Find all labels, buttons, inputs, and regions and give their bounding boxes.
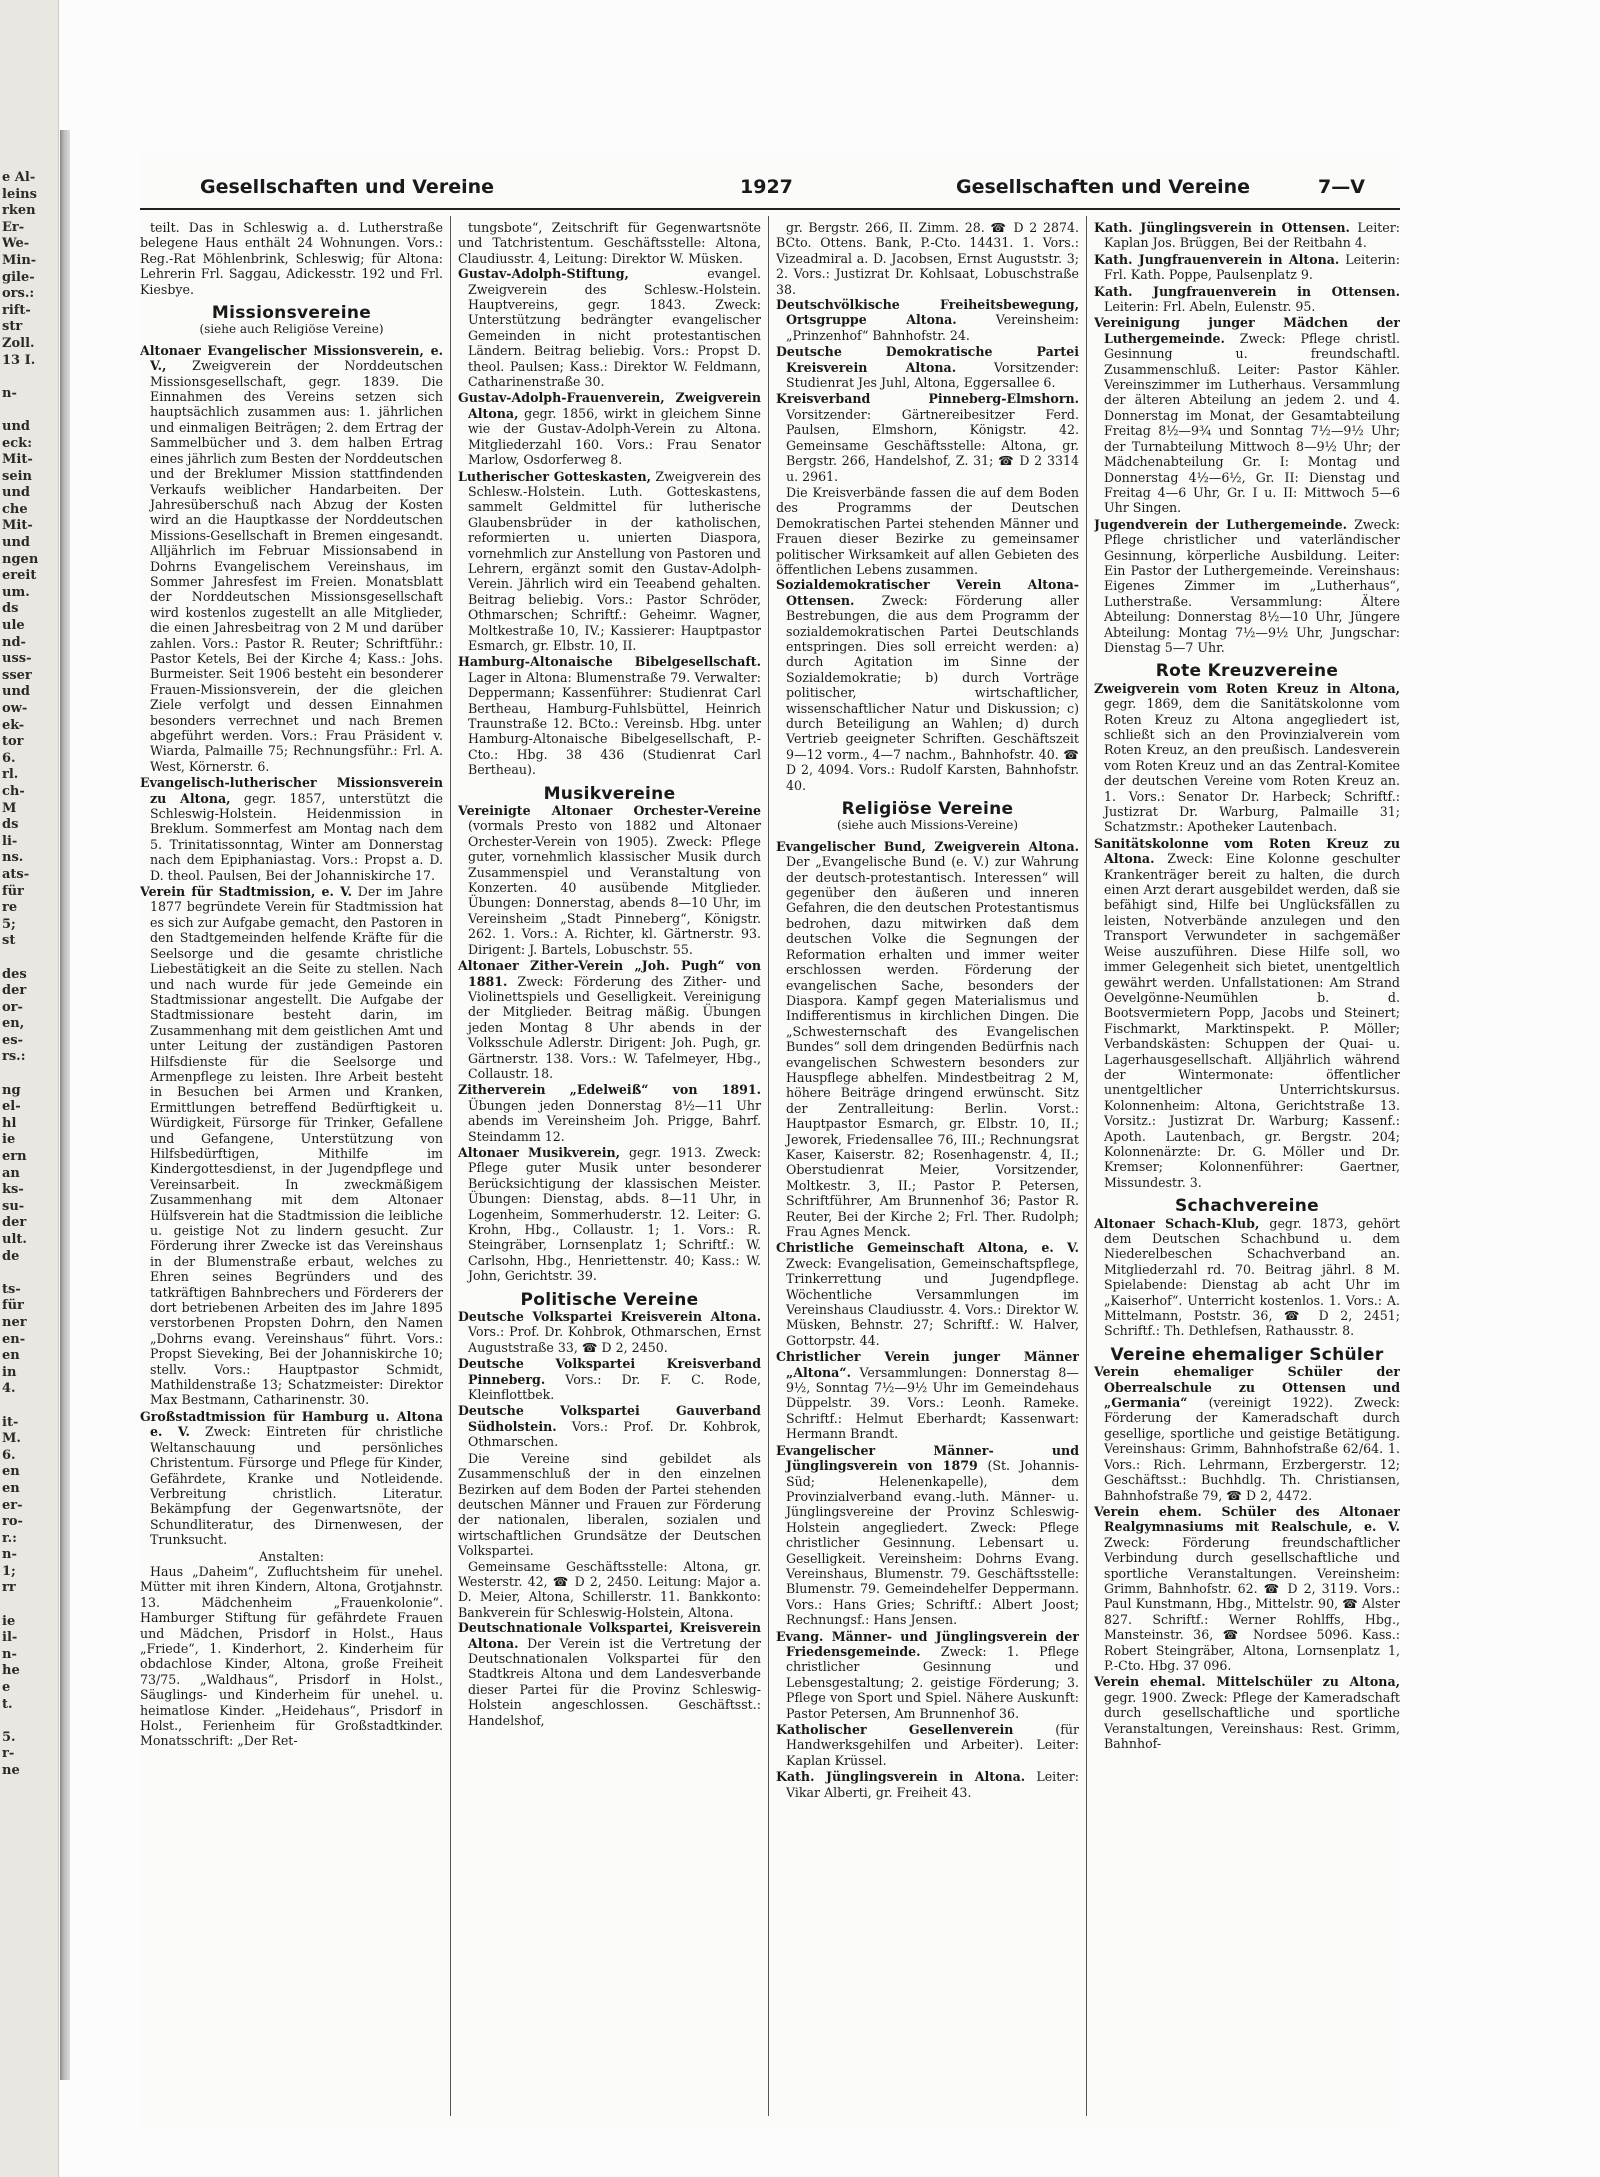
entry-name: Vereinigte Altonaer Orchester-Vereine bbox=[458, 803, 761, 819]
book-gutter bbox=[60, 130, 70, 2080]
entry bbox=[458, 1356, 761, 1402]
entry bbox=[776, 1240, 1079, 1348]
entry bbox=[1094, 315, 1400, 515]
entry bbox=[458, 1309, 761, 1355]
paragraph: Haus „Daheim“, Zufluchtsheim für unehel. Mütter mit ihren Kindern, Altona, Grotjahnstr. 13. Mädchenheim „Frauenkolonie“. Hamburger Stiftung für gefährdete Frauen und Mädchen, Prisdorf in Holst., Haus „Friede“, 1. Kinderhort, 2. Kinderheim für obdachlose Kinder, Altona, große Freiheit 73/75. „Waldhaus“, Prisdorf in Holst., Säuglings- und Kinderheim für unehel. u. heimatlose Kinder. „Heidehaus“, Prisdorf in Holst., Ferienheim für Großstadtkinder. Monatsschrift: „Der Ret- bbox=[140, 1563, 443, 1749]
entry-name: Sanitätskolonne vom Roten Kreuz zu Altona. bbox=[1094, 835, 1400, 867]
entry-text: Vereinsheim: „Prinzenhof“ Bahnhofstr. 24. bbox=[786, 312, 1079, 343]
entry-name: Verein ehemaliger Schüler der Oberrealschule zu Ottensen und „Germania“ bbox=[1094, 1364, 1400, 1411]
entry bbox=[458, 1620, 761, 1728]
entry bbox=[458, 469, 761, 654]
section-heading: Missionsvereine bbox=[211, 303, 372, 324]
adjacent-page-strip bbox=[0, 0, 59, 2177]
entry-text: Vors.: Dr. F. C. Rode, Kleinflottbek. bbox=[468, 1371, 761, 1403]
entry-text: Zweigverein des Schlesw.-Holstein. Luth. Gotteskastens, sammelt Geldmittel für lutherische Glaubensbrüder in der katholischen, reformierten u. unierten Diaspora, vornehmlich zur Anstellung von Pastoren und Lehrern, ergänzt somit den Gustav-Adolph-Verein. Jährlich wird ein Teeabend gehalten. Beitrag beliebig. Vors.: Pastor Schröder, Othmarschen; Schriftf.: Geheimr. Wagner, Moltkestraße 10, IV.; Kassierer: Hauptpastor Esmarch, gr. Elbstr. 10, II. bbox=[468, 468, 761, 653]
entry-name: Deutsche Demokratische Partei Kreisverein Altona. bbox=[776, 344, 1079, 375]
entry-name: Altonaer Zither-Verein „Joh. Pugh“ von 1881. bbox=[458, 958, 761, 989]
section-heading: Schachvereine bbox=[1175, 1196, 1319, 1217]
entry-name: Vereinigung junger Mädchen der Luthergemeinde. bbox=[1094, 315, 1400, 346]
entry-text: gegr. 1913. Zweck: Pflege guter Musik unter besonderer Berücksichtigung der klassischen Meister. Übungen: Dienstag, abds. 8—11 Uhr, in Logenheim, Sommerhuderstr. 12. Leiter: G. Krohn, Hbg., Collaustr. 1; 1. Vors.: R. Steingräber, Lornsenplatz 1; Schriftf.: W. Carlsohn, Hbg., Henriettenstr. 40; Kass.: W. John, Gerichtstr. 39. bbox=[468, 1144, 761, 1284]
entry bbox=[1094, 284, 1400, 315]
page-number: 7—V bbox=[1318, 176, 1365, 198]
entry-text: Vorsitzender: Gärtnereibesitzer Ferd. Paulsen, Elmshorn, Königstr. 42. Gemeinsame Geschäftsstelle: Altona, gr. Bergstr. 266, Handelshof, Z. 31; ☎ D 2 3314 u. 2961. bbox=[786, 406, 1079, 484]
entry-text: Leiterin: Frl. Abeln, Eulenstr. 95. bbox=[1104, 299, 1316, 315]
column-rule bbox=[450, 216, 451, 2116]
column-rule bbox=[768, 216, 769, 2116]
entry-text: Leiterin: Frl. Kath. Poppe, Paulsenplatz 9. bbox=[1104, 251, 1400, 283]
entry-text: (vereinigt 1922). Zweck: Förderung der Kameradschaft durch gesellige, sportliche und geistige Betätigung. Vereinshaus: Grimm, Bahnhofstraße 62/64. 1. Vors.: Rich. Lehrmann, Erzbergerstr. 12; Geschäftsst.: Buchhdlg. Th. Christiansen, Bahnhofstraße 79, ☎ D 2, 4472. bbox=[1104, 1395, 1400, 1503]
paragraph: Die Kreisverbände fassen die auf dem Boden des Programms der Deutschen Demokratischen Partei stehenden Männer und Frauen dieser Bezirke zu gemeinsamer politischer Wirksamkeit auf allen Gebieten des öffentlichen Lebens zusammen. bbox=[776, 484, 1079, 577]
entry-name: Hamburg-Altonaische Bibelgesellschaft. bbox=[458, 654, 761, 670]
entry-text: Der Verein ist die Vertretung der Deutschnationalen Volkspartei für den Stadtkreis Altona und dem Landesverbande dieser Partei für die Provinz Schleswig-Holstein angeschlossen. Geschäftsst.: Handelshof, bbox=[468, 1635, 761, 1728]
column-rule bbox=[1086, 216, 1087, 2116]
entry bbox=[458, 958, 761, 1081]
paragraph: teilt. Das in Schleswig a. d. Lutherstraße belegene Haus enthält 24 Wohnungen. Vors.: Reg.-Rat Möhlenbrink, Schleswig; für Altona: Lehrerin Frl. Saggau, Adickesstr. 192 und Frl. Kiesbye. bbox=[140, 220, 443, 297]
entry-text: Zweck: Eintreten für christliche Weltanschauung und persönliches Christentum. Fürsorge und Pflege für Kinder, Gefährdete, Kranke und Notleidende. Verbreitung christlich. Literatur. Bekämpfung der Gegenwartsnöte, der Schundliteratur, des Dirnenwesen, der Trunksucht. bbox=[150, 1424, 443, 1548]
running-head-year: 1927 bbox=[740, 176, 793, 198]
entry-name: Evangelischer Bund, Zweigverein Altona. bbox=[776, 838, 1079, 854]
entry-text: Zweck: Förderung des Zither- und Violinettspiels und Geselligkeit. Vereinigung der Mitglieder. Beitrag mäßig. Übungen jeden Montag 8 Uhr abends in der Volksschule Adlerstr. Dirigent: Joh. Pugh, gr. Gärtnerstr. 138. Vors.: W. Tafelmeyer, Hbg., Collaustr. 18. bbox=[468, 973, 761, 1081]
running-head-left: Gesellschaften und Vereine bbox=[200, 176, 494, 198]
entry-text: Zweck: Eine Kolonne geschulter Krankenträger bereit zu halten, die durch einen Arzt derart ausgebildet werden, daß sie befähigt sind, Hilfe bei Unglücksfällen zu leisten, Notverbände anzulegen und den Transport Verwundeter in sachgemäßer Weise auszuführen. Diese Hilfe soll, wo immer Gelegenheit sich bietet, unentgeltlich gewährt werden. Unfallstationen: Am Strand Oevelgönne-Neumühlen b. d. Bootsvermietern Popp, Jacobs und Steinert; Fischmarkt, Marktinspekt. P. Möller; Verbandskästen: Schuppen der Quai- u. Lagerhausgesellschaft. Alljährlich während der Wintermonate: öffentlicher unentgeltlicher Unterrichtskursus. Kolonnenheim: Altona, Gerichtstraße 13. Vorsitz.: Justizrat Dr. Warburg; Kassenf.: Apoth. Lautenbach, gr. Bergstr. 204; Kolonnenärzte: Dr. G. Möller und Dr. Kremser; Kolonnenführer: Gaertner, Missundestr. 3. bbox=[1104, 851, 1400, 1190]
entry-name: Großstadtmission für Hamburg u. Altona e. V. bbox=[140, 1408, 443, 1440]
entry-name: Verein für Stadtmission, e. V. bbox=[140, 884, 353, 900]
entry bbox=[458, 803, 761, 957]
entry-name: Christliche Gemeinschaft Altona, e. V. bbox=[776, 1240, 1079, 1256]
section-heading: Vereine ehemaliger Schüler bbox=[1110, 1344, 1384, 1365]
section-subheading: (siehe auch Missions-Vereine) bbox=[837, 818, 1018, 833]
entry bbox=[458, 654, 761, 777]
entry-text: (vormals Presto von 1882 und Altonaer Orchester-Verein von 1905). Zweck: Pflege guter, vornehmlich klassischer Musik durch Zusammenspiel und Veranstaltung von Konzerten. 40 ausübende Mitglieder. Übungen: Donnerstag, abends 8—10 Uhr, im Vereinsheim „Stadt Pinneberg“, Königstr. 262. 1. Vors.: A. Richter, kl. Gärtnerstr. 93. Dirigent: J. Bartels, Lobuschstr. 55. bbox=[468, 818, 761, 957]
entry bbox=[1094, 1216, 1400, 1339]
entry-text: Vors.: Prof. Dr. Kohbrok, Othmarschen, Ernst Auguststraße 33, ☎ D 2, 2450. bbox=[468, 1324, 761, 1355]
adjacent-page-text: e Al- leins rken Er- We- Min- gile- ors.: rift- str Zoll. 13 I. n- und eck: Mit- sein und che Mit- und ngen ereit um. ds ule nd- uss- sser und ow- ek- tor 6. rl. ch- M ds li- ns. ats- für re 5; st des der or- en, es- rs.: ng el- hl ie ern an ks- su- der ult. de ts- für ner en- en in 4. it- M. 6. en en er- ro- r.: n- 1; rr ie il- n- he e t. 5. r- ne bbox=[2, 170, 39, 1778]
entry bbox=[776, 297, 1079, 343]
entry bbox=[776, 1349, 1079, 1441]
entry-text: Übungen jeden Donnerstag 8½—11 Uhr abends im Vereinsheim Joh. Prigge, Bahrf. Steindamm 12. bbox=[468, 1097, 761, 1144]
entry bbox=[458, 1082, 761, 1144]
entry-text: Versammlungen: Donnerstag 8—9½, Sonntag 7½—9½ Uhr im Gemeindehaus Düppelstr. 39. Vors.: Leonh. Rameke. Schriftf.: Helmut Eberhardt; Kassenwart: Hermann Brandt. bbox=[786, 1364, 1079, 1442]
entry-name: Deutschnationale Volkspartei, Kreisverein Altona. bbox=[458, 1620, 761, 1651]
entry-name: Gustav-Adolph-Stiftung, bbox=[458, 266, 629, 282]
entry-text: Zweck: Evangelisation, Gemeinschaftspflege, Trinkerrettung und Jugendpflege. Wöchentliche Versammlungen im Vereinshaus Claudiusstr. 4. Vors.: Direktor W. Müsken, Behnstr. 27; Schriftf.: W. Halver, Gottorpstr. 44. bbox=[786, 1255, 1079, 1348]
entry-name: Kath. Jungfrauenverein in Altona. bbox=[1094, 251, 1340, 267]
column-2 bbox=[458, 220, 761, 2120]
entry-name: Jugendverein der Luthergemeinde. bbox=[1094, 516, 1348, 532]
entry bbox=[776, 344, 1079, 390]
entry bbox=[458, 266, 761, 389]
entry bbox=[776, 1722, 1079, 1768]
entry-name: Altonaer Schach-Klub, bbox=[1094, 1215, 1260, 1231]
entry bbox=[140, 884, 443, 1408]
entry bbox=[776, 839, 1079, 1240]
section-heading: Religiöse Vereine bbox=[841, 799, 1014, 820]
entry-name: Evangelisch-lutherischer Missionsverein zu Altona, bbox=[140, 775, 443, 806]
entry bbox=[140, 775, 443, 883]
entry bbox=[1094, 517, 1400, 656]
section-heading: Rote Kreuzvereine bbox=[1155, 661, 1339, 682]
entry bbox=[776, 1443, 1079, 1628]
entry-name: Deutsche Volkspartei Kreisverband Pinneberg. bbox=[458, 1356, 761, 1387]
entry bbox=[776, 391, 1079, 483]
entry-name: Gustav-Adolph-Frauenverein, Zweigverein Altona, bbox=[458, 390, 761, 421]
entry-name: Kreisverband Pinneberg-Elmshorn. bbox=[776, 391, 1079, 407]
entry bbox=[1094, 1364, 1400, 1503]
entry bbox=[1094, 252, 1400, 283]
entry-name: Deutschvölkische Freiheitsbewegung, Ortsgruppe Altona. bbox=[776, 297, 1079, 328]
entry bbox=[776, 577, 1079, 793]
entry-text: Der „Evangelische Bund (e. V.) zur Wahrung der deutsch-protestantisch. Interessen“ will gegenüber den äußeren und inneren Gefahren, die den deutschen Protestantismus bedrohen, dazu mitwirken daß dem deutschen Volke die Segnungen der Reformation erhalten und immer weiter erschlossen werden. Förderung der evangelischen Sache, besonders der Diaspora. Kampf gegen Materialismus und Indifferentismus in kirchlichen Dingen. Die „Schwesternschaft des Evangelischen Bundes“ soll dem dringenden Bedürfnis nach evangelischen Schwestern besonders zur Hauspflege abhelfen. Mindestbeitrag 2 M, höhere Beiträge dringend erwünscht. Sitz der Zentralleitung: Berlin. Vorst.: Hauptpastor Esmarch, gr. Elbstr. 10, II.; Jeworek, Friedensallee 76, III.; Rechnungsrat Kaser, Kaiserstr. 82; Rosenhagenstr. 4, II.; Oberstudienrat Meier, Vorsitzender, Moltkestr. 3, II.; Pastor P. Petersen, Schriftführer, Am Brunnenhof 36; Pastor R. Reuter, Bei der Kirche 2; Frl. Ther. Rudolph; Frau Agnes Menck. bbox=[786, 854, 1079, 1239]
entry bbox=[1094, 836, 1400, 1190]
entry-name: Deutsche Volkspartei Kreisverein Altona. bbox=[458, 1309, 761, 1325]
entry bbox=[1094, 1504, 1400, 1673]
entry-name: Sozialdemokratischer Verein Altona-Ottensen. bbox=[776, 577, 1079, 608]
entry-name: Lutherischer Gotteskasten, bbox=[458, 468, 651, 484]
entry bbox=[1094, 220, 1400, 251]
entry-text: Zweck: Förderung freundschaftlicher Verbindung durch gesellschaftliche und sportliche Veranstaltungen. Vereinsheim: Grimm, Bahnhofstr. 62. ☎ D 2, 3119. Vors.: Paul Kunstmann, Hbg., Mittelstr. 90, ☎ Alster 827. Schriftf.: Werner Rohlffs, Hbg., Mansteinstr. 36, ☎ Nordsee 5096. Kass.: Robert Steingräber, Altona, Lornsenplatz 1, P.-Cto. Hbg. 37 096. bbox=[1104, 1534, 1400, 1673]
entry-name: Altonaer Evangelischer Missionsverein, e. V., bbox=[140, 342, 443, 374]
entry-name: Evang. Männer- und Jünglingsverein der Friedensgemeinde. bbox=[776, 1628, 1079, 1659]
entry-text: gegr. 1900. Zweck: Pflege der Kameradschaft durch gesellschaftliche und sportliche Veranstaltungen, Vereinshaus: Rest. Grimm, Bahnhof- bbox=[1104, 1689, 1400, 1751]
entry-name: Zitherverein „Edelweiß“ von 1891. bbox=[458, 1082, 761, 1098]
entry-name: Kath. Jünglingsverein in Altona. bbox=[776, 1769, 1026, 1785]
section-heading: Politische Vereine bbox=[520, 1289, 699, 1310]
entry-text: gegr. 1873, gehört dem Deutschen Schachbund u. dem Niederelbeschen Schachverband an. Mitgliederzahl rd. 70. Beitrag jährl. 8 M. Spielabende: Dienstag ab acht Uhr im „Kaiserhof“. Unterricht kostenlos. 1. Vors.: A. Mittelmann, Poststr. 36, ☎ D 2, 2451; Schriftf.: Th. Dethlefsen, Rathausstr. 8. bbox=[1104, 1215, 1400, 1339]
entry-name: Verein ehemal. Mittelschüler zu Altona, bbox=[1094, 1674, 1400, 1690]
entry bbox=[1094, 1674, 1400, 1751]
entry-name: Christlicher Verein junger Männer „Altona“. bbox=[776, 1349, 1079, 1380]
entry-text: (für Handwerksgehilfen und Arbeiter). Leiter: Kaplan Krüssel. bbox=[786, 1722, 1079, 1768]
entry-name: Altonaer Musikverein, bbox=[458, 1144, 621, 1160]
section-subheading: (siehe auch Religiöse Vereine) bbox=[199, 322, 384, 337]
entry-text: gegr. 1856, wirkt in gleichem Sinne wie der Gustav-Adolph-Verein zu Altona. Mitgliederzahl 160. Vors.: Frau Senator Marlow, Osdorferweg 8. bbox=[468, 405, 761, 468]
entry bbox=[776, 1769, 1079, 1800]
entry-text: Leiter: Kaplan Jos. Brüggen, Bei der Reitbahn 4. bbox=[1104, 220, 1400, 251]
section-heading: Musikvereine bbox=[543, 783, 676, 804]
column-1 bbox=[140, 220, 443, 2120]
entry-text: Vorsitzender: Studienrat Jes Juhl, Altona, Eggersallee 6. bbox=[786, 359, 1079, 391]
entry bbox=[140, 343, 443, 774]
entry-text: Zweck: Pflege christlicher und vaterländischer Gesinnung, körperliche Ausbildung. Leiter: Ein Pastor der Luthergemeinde. Vereinshaus: Eigenes Zimmer im „Lutherhaus“, Lutherstraße. Versammlung: Ältere Abteilung: Donnerstag 8½—10 Uhr, Jüngere Abteilung: Montag 7½—9½ Uhr, Jungschar: Dienstag 5—7 Uhr. bbox=[1104, 516, 1400, 655]
paragraph: gr. Bergstr. 266, II. Zimm. 28. ☎ D 2 2874. BCto. Ottens. Bank, P.-Cto. 14431. 1. Vors.: Vizeadmiral a. D. Jacobsen, Ernst Auguststr. 3; 2. Vors.: Justizrat Dr. Kohlsaat, Lobuschstraße 38. bbox=[776, 220, 1079, 297]
entry bbox=[458, 1145, 761, 1284]
entry-name: Zweigverein vom Roten Kreuz in Altona, bbox=[1094, 680, 1400, 696]
entry-text: gegr. 1857, unterstützt die Schleswig-Holstein. Heidenmission in Breklum. Sommerfest am Montag nach dem 5. Trinitatissonntag, Winter am Donnerstag nach dem Epiphaniastag. Vors.: Propst a. D. D. theol. Paulsen, Bei der Johanniskirche 17. bbox=[150, 790, 443, 883]
entry-text: Der im Jahre 1877 begründete Verein für Stadtmission hat es sich zur Aufgabe gemacht, den Pastoren in den Stadtgemeinden helfende Kräfte für die Seelsorge und die gesamte christliche Liebestätigkeit an die Seite zu stellen. Nach und nach wurde für jede Gemeinde ein Stadtmissionar angestellt. Die Aufgabe der Stadtmissionare besteht darin, im Zusammenhang mit dem geistlichen Amt und unter Leitung der zuständigen Pastoren Hilfsdienste für die Seelsorge und Armenpflege zu leisten. Ihre Arbeit besteht in Besuchen bei Armen und Kranken, Ermittlungen betreffend Bedürftigkeit u. Würdigkeit, Fürsorge für Trinker, Gefallene und Gefangene, Unterstützung von Hilfsbedürftigen, Mithilfe im Kindergottesdienst, in der Jugendpflege und Vereinsarbeit. In zweckmäßigem Zusammenhang mit dem Altonaer Hülfsverein hat die Stadtmission die leibliche u. geistige Not zu lindern gesucht. Zur Förderung ihrer Zwecke ist das Vereinshaus in der Blumenstraße erbaut, welches zu Ehren seines Begründers und des tatkräftigen Bahnbrechers und Förderers der dort betriebenen Arbeiten des im Jahre 1895 verstorbenen Propsten Dohrn, den Namen „Dohrns evang. Vereinshaus“ führt. Vors.: Propst Sieveking, Bei der Johanniskirche 10; stellv. Vors.: Hauptpastor Schmidt, Mathildenstraße 13; Schatzmeister: Direktor Max Bestmann, Catharinenstr. 30. bbox=[150, 884, 443, 1408]
entry-name: Kath. Jungfrauenverein in Ottensen. bbox=[1094, 283, 1400, 299]
entry bbox=[458, 1403, 761, 1449]
entry bbox=[458, 390, 761, 467]
entry-text: Zweck: 1. Pflege christlicher Gesinnung und Lebensgestaltung; 2. geistige Förderung; 3. Pflege von Sport und Spiel. Nähere Auskunft: Pastor Petersen, Am Brunnenhof 36. bbox=[786, 1643, 1079, 1721]
entry-name: Evangelischer Männer- und Jünglingsverein von 1879 bbox=[776, 1442, 1079, 1474]
column-3 bbox=[776, 220, 1079, 2120]
entry-name: Deutsche Volkspartei Gauverband Südholstein. bbox=[458, 1403, 761, 1434]
entry-text: Zweck: Pflege christl. Gesinnung u. freundschaftl. Zusammenschluß. Leiter: Pastor Kähler. Vereinszimmer im Lutherhaus. Versammlung der älteren Abteilung an jedem 2. und 4. Donnerstag im Monat, der Gesamtabteilung Freitag 8½—9¾ und Sonntag 7½—9½ Uhr; der Turnabteilung Mittwoch 8—9½ Uhr; der Mädchenabteilung Gr. I: Montag und Donnerstag 4½—6½, Gr. II: Dienstag und Freitag 4—6 Uhr, Gr. I u. II: Mittwoch 5—6 Uhr Singen. bbox=[1104, 330, 1400, 516]
header-rule bbox=[140, 208, 1400, 210]
entry bbox=[776, 1629, 1079, 1721]
entry-text: Zweigverein der Norddeutschen Missionsgesellschaft, gegr. 1839. Die Einnahmen des Vereins setzen sich hauptsächlich zusammen aus: 1. jährlichen und einmaligen Beiträgen; 2. dem Ertrag der Sammelbücher und 3. dem halben Ertrag eines jährlich zum Besten der Norddeutschen und der Breklumer Mission stattfindenden Verkaufs weiblicher Handarbeiten. Der Jahresüberschuß nach Abzug der Kosten wird an die Hauptkasse der Norddeutschen Missions-Gesellschaft in Bremen eingesandt. Alljährlich im Februar Missionsabend in Dohrns Evangelischem Vereinshaus, im Sommer Jahresfest im Freien. Monatsblatt der Norddeutschen Missionsgesellschaft wird kostenlos zugestellt an alle Mitglieder, die einen Jahresbeitrag von 2 M und darüber zahlen. Vors.: Pastor R. Reuter; Schriftführ.: Pastor Ketels, Bei der Kirche 4; Kass.: Johs. Burmeister. Seit 1906 besteht ein besonderer Frauen-Missionsverein, der die gleichen Ziele verfolgt und dessen Einnahmen besonders verrechnet und nach Bremen abgeführt werden. Vors.: Frau Präsident v. Wiarda, Palmaille 75; Rechnungsführ.: Frl. A. West, Körnerstr. 6. bbox=[150, 358, 443, 774]
paragraph: Gemeinsame Geschäftsstelle: Altona, gr. Westerstr. 42, ☎ D 2, 2450. Leitung: Major a. D. Meier, Altona, Schillerstr. 11. Bankkonto: Bankverein für Schleswig-Holstein, Altona. bbox=[458, 1558, 761, 1620]
column-4 bbox=[1094, 220, 1400, 2120]
paragraph: Die Vereine sind gebildet als Zusammenschluß der in den einzelnen Bezirken auf dem Boden der Partei stehenden deutschen Männer und Frauen zur Förderung der nationalen, liberalen, sozialen und wirtschaftlichen Grundsätze der Deutschen Volkspartei. bbox=[458, 1450, 761, 1559]
running-head-right: Gesellschaften und Vereine bbox=[956, 176, 1250, 198]
entry-text: Vors.: Prof. Dr. Kohbrok, Othmarschen. bbox=[468, 1418, 761, 1450]
paragraph: tungsbote“, Zeitschrift für Gegenwartsnöte und Tatchristentum. Geschäftsstelle: Altona, Claudiusstr. 4, Leitung: Direktor W. Müsken. bbox=[458, 220, 761, 266]
entry bbox=[1094, 681, 1400, 835]
running-head bbox=[140, 176, 1400, 206]
entry-text: Leiter: Vikar Alberti, gr. Freiheit 43. bbox=[786, 1769, 1079, 1800]
entry-name: Verein ehem. Schüler des Altonaer Realgymnasiums mit Realschule, e. V. bbox=[1094, 1503, 1400, 1535]
entry bbox=[140, 1409, 443, 1548]
entry-text: (St. Johannis-Süd; Helenenkapelle), dem Provinzialverband evang.-luth. Männer- u. Jünglingsvereine der Provinz Schleswig-Holstein angegliedert. Zweck: Pflege christlicher Gesinnung. Lebensart u. Geselligkeit. Vereinsheim: Dohrns Evang. Vereinshaus, Blumenstr. 79. Geschäftsstelle: Blumenstr. 79. Gemeindehelfer Deppermann. Vors.: Hans Gries; Schriftf.: Albert Joost; Rechnungsf.: Hans Jensen. bbox=[786, 1458, 1079, 1628]
entry-text: Zweck: Förderung aller Bestrebungen, die aus dem Programm der sozialdemokratischen Partei Deutschlands entspringen. Dies soll erreicht werden: a) durch Agitation im Sinne der Sozialdemokratie; b) durch Vorträge politischer, wirtschaftlicher, wissenschaftlicher Natur und Diskussion; c) durch Beteiligung an Wahlen; d) durch Vertrieb geeigneter Schriften. Geschäftszeit 9—12 vorm., 4—7 nachm., Bahnhofstr. 40. ☎ D 2, 4094. Vors.: Rudolf Karsten, Bahnhofstr. 40. bbox=[786, 592, 1079, 793]
entry-text: gegr. 1869, dem die Sanitätskolonne vom Roten Kreuz zu Altona angegliedert ist, schließt sich an den Provinzialverein vom Roten Kreuz, an den preußisch. Landesverein vom Roten Kreuz und an das Zentral-Komitee der deutschen Vereine vom Roten Kreuz an. 1. Vors.: Senator Dr. Harbeck; Schriftf.: Justizrat Dr. Warburg, Palmaille 31; Schatzmstr.: Apotheker Lautenbach. bbox=[1104, 696, 1400, 835]
subheading: Anstalten: bbox=[258, 1548, 325, 1564]
entry-text: Lager in Altona: Blumenstraße 79. Verwalter: Deppermann; Kassenführer: Studienrat Carl Bertheau, Hamburg-Fuhlsbüttel, Heinrich Traunstraße 12. BCto.: Vereinsb. Hbg. unter Hamburg-Altonaische Bibelgesellschaft, P.-Cto.: Hbg. 38 436 (Studienrat Carl Bertheau). bbox=[468, 669, 761, 778]
entry-name: Kath. Jünglingsverein in Ottensen. bbox=[1094, 220, 1350, 235]
entry-name: Katholischer Gesellenverein bbox=[776, 1722, 1014, 1737]
entry-text: evangel. Zweigverein des Schlesw.-Holstein. Hauptvereins, gegr. 1843. Zweck: Unterstützung bedrängter evangelischer Gemeinden in nicht protestantischen Ländern. Beitrag beliebig. Vors.: Propst D. theol. Paulsen; Kass.: Direktor W. Feldmann, Catharinenstraße 30. bbox=[468, 266, 761, 390]
